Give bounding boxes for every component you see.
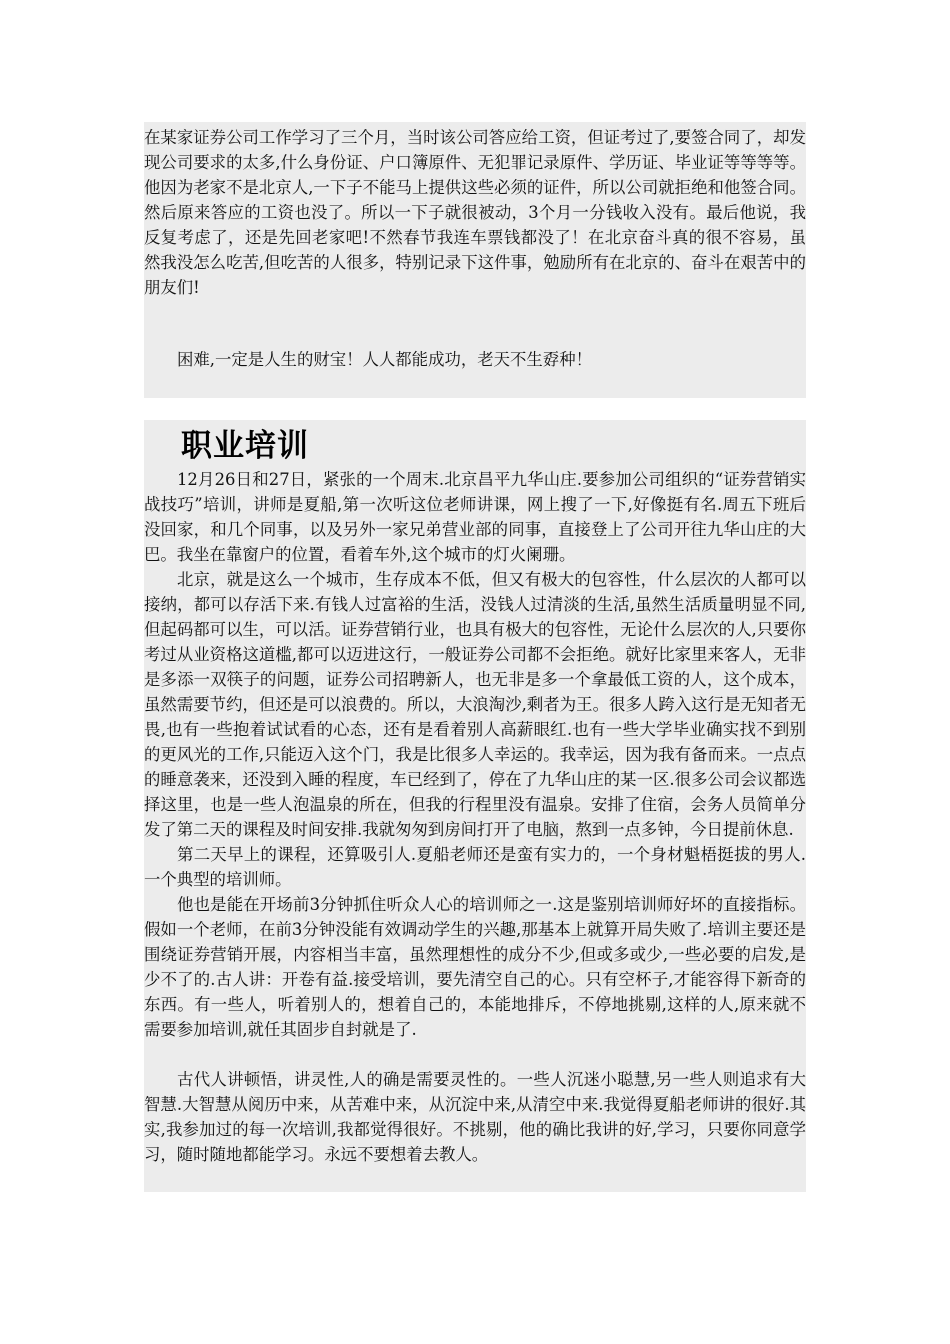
struggle-paragraph: 在某家证券公司工作学习了三个月，当时该公司答应给工资，但证考过了,要签合同了，却发现公司要求的太多,什么身份证、户口簿原件、无犯罪记录原件、学历证、毕业证等等等等。他因为老家不是北京人,一下子不能马上提供这些必须的证件，所以公司就拒绝和他签合同。然后原来答应的工资也没了。所以一下子就很被动，3个月一分钱收入没有。最后他说，我反复考虑了，还是先回老家吧!不然春节我连车票钱都没了！在北京奋斗真的很不容易，虽然我没怎么吃苦,但吃苦的人很多，特别记录下这件事，勉励所有在北京的、奋斗在艰苦中的朋友们! — [144, 128, 806, 297]
training-paragraph-1: 12月26日和27日，紧张的一个周末.北京昌平九华山庄.要参加公司组织的“证券营销实战技巧”培训，讲师是夏船,第一次听这位老师讲课，网上搜了一下,好像挺有名.周五下班后没回家，和几个同事，以及另外一家兄弟营业部的同事，直接登上了公司开往九华山庄的大巴。我坐在靠窗户的位置，看着车外,这个城市的灯火阑珊。 — [144, 470, 806, 564]
paragraph-spacer — [144, 1042, 806, 1067]
training-body — [144, 467, 806, 1167]
training-paragraph-5: 古代人讲顿悟，讲灵性,人的确是需要灵性的。一些人沉迷小聪慧,另一些人则追求有大智慧.大智慧从阅历中来，从苦难中来，从沉淀中来,从清空中来.我觉得夏船老师讲的很好.其实,我参加过的每一次培训,我都觉得很好。不挑剔，他的确比我讲的好,学习，只要你同意学习，随时随地都能学习。永远不要想着去教人。 — [144, 1070, 806, 1164]
training-paragraph-3: 第二天早上的课程，还算吸引人.夏船老师还是蛮有实力的，一个身材魁梧挺拔的男人.一个典型的培训师。 — [144, 845, 806, 889]
training-paragraph-4: 他也是能在开场前3分钟抓住听众人心的培训师之一.这是鉴别培训师好坏的直接指标。假如一个老师，在前3分钟没能有效调动学生的兴趣,那基本上就算开局失败了.培训主要还是围绕证券营销开展，内容相当丰富，虽然理想性的成分不少,但或多或少,一些必要的启发,是少不了的.古人讲：开卷有益.接受培训，要先清空自己的心。只有空杯子,才能容得下新奇的东西。有一些人，听着别人的，想着自己的，本能地排斥，不停地挑剔,这样的人,原来就不需要参加培训,就任其固步自封就是了. — [144, 895, 806, 1039]
essay-section-struggle — [144, 122, 806, 398]
training-paragraph-2: 北京，就是这么一个城市，生存成本不低，但又有极大的包容性，什么层次的人都可以接纳，都可以存活下来.有钱人过富裕的生活，没钱人过清淡的生活,虽然生活质量明显不同,但起码都可以生，可以活。证券营销行业，也具有极大的包容性，无论什么层次的人,只要你考过从业资格这道槛,都可以迈进这行，一般证券公司都不会拒绝。就好比家里来客人，无非是多添一双筷子的问题，证券公司招聘新人，也无非是多一个拿最低工资的人，这个成本，虽然需要节约，但还是可以浪费的。所以，大浪淘沙,剩者为王。很多人跨入这行是无知者无畏,也有一些抱着试试看的心态，还有是看着别人高薪眼红.也有一些大学毕业确实找不到别的更风光的工作,只能迈入这个门，我是比很多人幸运的。我幸运，因为我有备而来。一点点的睡意袭来，还没到入睡的程度，车已经到了，停在了九华山庄的某一区.很多公司会议都选择这里，也是一些人泡温泉的所在，但我的行程里没有温泉。安排了住宿，会务人员简单分发了第二天的课程及时间安排.我就匆匆到房间打开了电脑，熬到一点多钟，今日提前休息. — [144, 570, 806, 839]
section-heading: 职业培训 — [181, 428, 309, 464]
motto-paragraph: 困难,一定是人生的财宝！人人都能成功，老天不生孬种！ — [177, 350, 592, 369]
essay-section-training — [144, 420, 806, 1192]
